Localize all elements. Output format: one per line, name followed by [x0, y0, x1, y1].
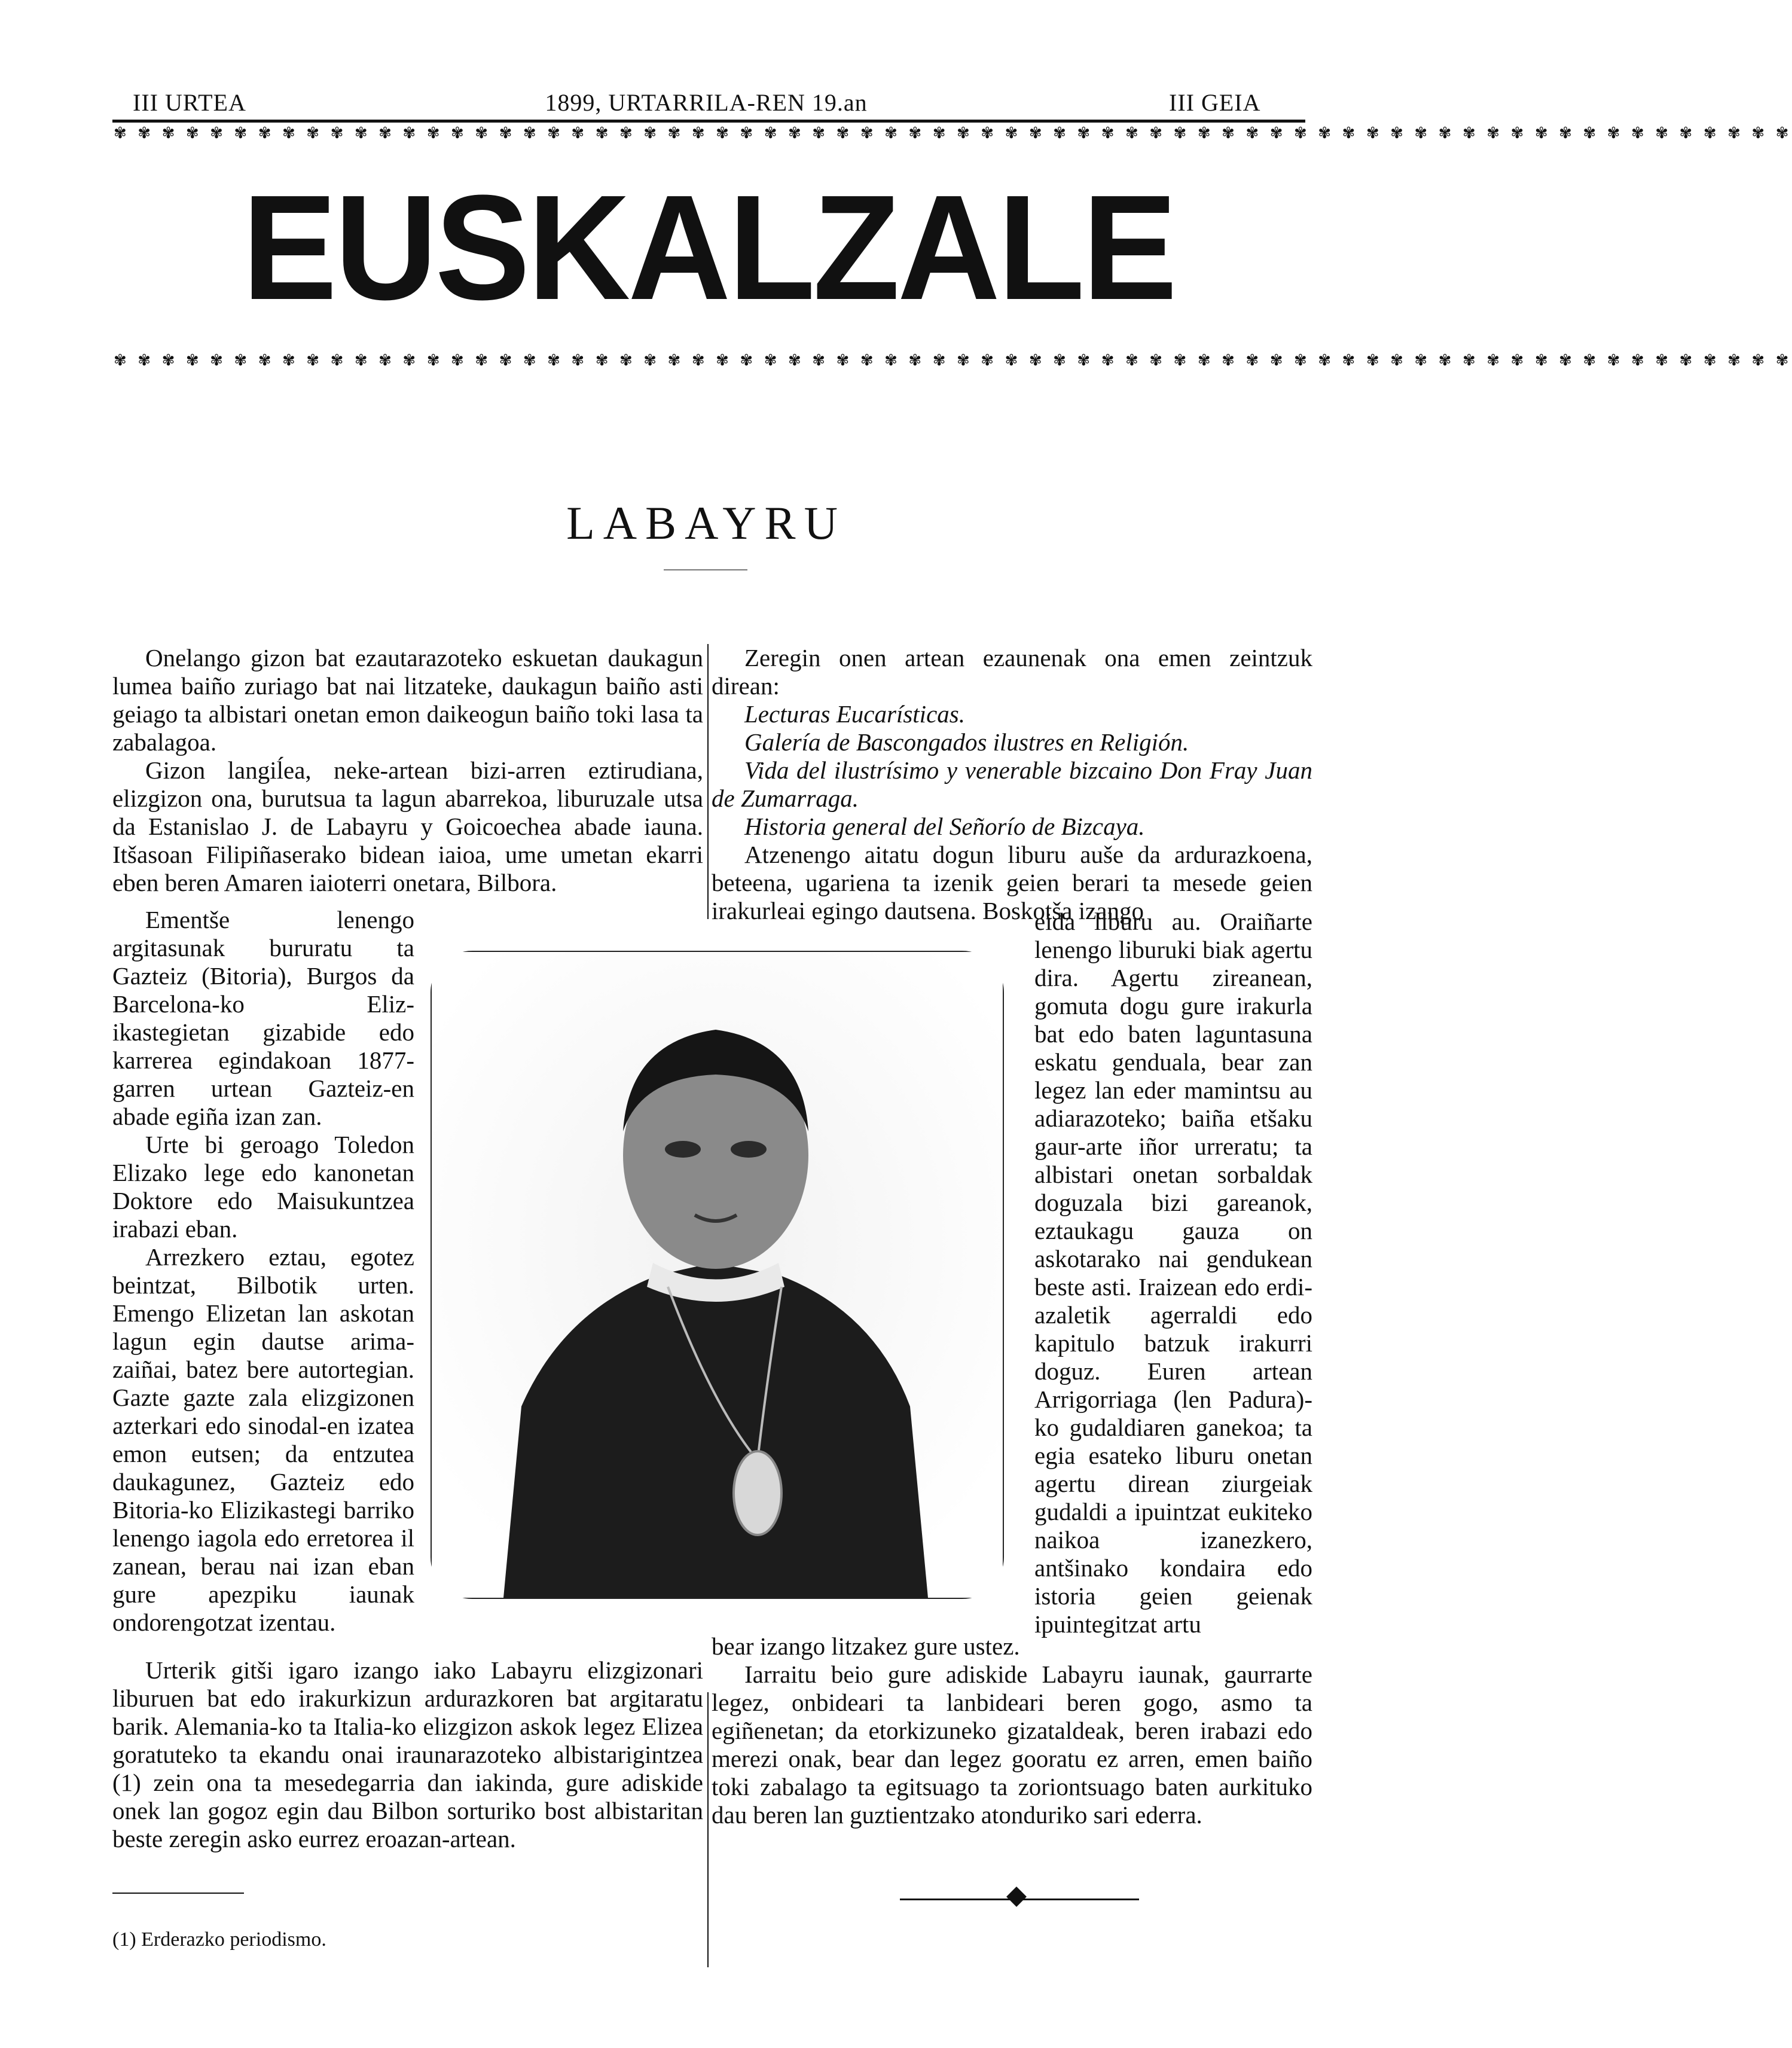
paragraph: bear izango litzakez gure ustez. — [712, 1632, 1020, 1660]
work-title — [712, 756, 1312, 813]
work-title — [712, 700, 1312, 728]
work-title-text: Galería de Bascongados ilustres en Religión. — [744, 728, 1189, 756]
work-title-text: Vida del ilustrísimo y venerable bizcaino Don Fray Juan de Zumarraga. — [712, 756, 1312, 812]
left-column-narrow — [112, 906, 414, 1637]
article-title: LABAYRU — [566, 497, 846, 549]
paragraph: Onelango gizon bat ezautarazoteko eskuetan daukagun lumea baiño zuriago bat nai litzateke, daukagun baiño asti geiago ta albistari onetan emon daikeogun baiño toki lasa ta zabalagoa. — [112, 644, 703, 756]
column-divider-bottom — [707, 1692, 709, 1967]
right-column-top — [712, 644, 1312, 925]
portrait-photo — [431, 951, 1004, 1599]
footnote-rule — [112, 1893, 244, 1894]
paragraph: Urterik gitši igaro izango iako Labayru elizgizonari liburuen bat edo irakurkizun ardurazkoren bat argitaratu barik. Alemania-ko ta Italia-ko elizgizon askok legez Elizea goratuteko ta ekandu onai iraunarazoteko albistarigintzea (1) zein ona ta mesedegarria dan iakinda, gure adiskide onek lan gogoz egin dau Bilbon sorturiko bost albistaritan beste zeregin asko eurrez eroazan-artean. — [112, 1656, 703, 1852]
work-title — [712, 813, 1312, 841]
work-title — [712, 728, 1312, 756]
left-column-intro — [112, 644, 703, 897]
paragraph: Zeregin onen artean ezaunenak ona emen zeintzuk direan: — [712, 644, 1312, 700]
issue-number: III GEIA — [1169, 89, 1261, 116]
column-divider-top — [707, 644, 709, 919]
work-title-text: Historia general del Señorío de Bizcaya. — [744, 813, 1145, 840]
paragraph: Ementše lenengo argitasunak bururatu ta Gazteiz (Bitoria), Burgos da Barcelona-ko Eliz-ikastegietan gizabide edo karrerea egindakoan 1877-garren urtean Gazteiz-en abade egiña izan zan. — [112, 906, 414, 1130]
paragraph: Urte bi geroago Toledon Elizako lege edo kanonetan Doktore edo Maisukuntzea irabazi eban. — [112, 1131, 414, 1243]
top-rule — [112, 120, 1305, 123]
right-column-narrow — [1034, 908, 1312, 1638]
paragraph: Arrezkero eztau, egotez beintzat, Bilbotik urten. Emengo Elizetan lan askotan lagun egin dautse arima-zaiñai, batez bere autortegian. Gazte gazte zala elizgizonen azterkari edo sinodal-en izatea emon eutsen; da entzutea daukagunez, Gazteiz edo Bitoria-ko Elizikastegi barriko lenengo iagola edo erretorea il zanean, berau nai izan eban gure apezpiku iaunak ondorengotzat izentau. — [112, 1243, 414, 1636]
left-column-bottom — [112, 1656, 703, 1853]
ornament-border-bottom: ✾ ✾ ✾ ✾ ✾ ✾ ✾ ✾ ✾ ✾ ✾ ✾ ✾ ✾ ✾ ✾ ✾ ✾ ✾ ✾ ✾ ✾ ✾ ✾ ✾ ✾ ✾ ✾ ✾ ✾ ✾ ✾ ✾ ✾ ✾ ✾ ✾ ✾ ✾ ✾ ✾ ✾ ✾ ✾ ✾ ✾ ✾ ✾ ✾ ✾ ✾ ✾ ✾ ✾ ✾ ✾ ✾ ✾ ✾ ✾ ✾ ✾ ✾ ✾ ✾ ✾ ✾ ✾ ✾ ✾ — [114, 352, 1792, 369]
masthead-title: EUSKALZALE — [242, 164, 1175, 331]
work-title-text: Lecturas Eucarísticas. — [744, 700, 965, 728]
portrait-figure — [432, 952, 1003, 1598]
paragraph: eida liburu au. Oraiñarte lenengo liburuki biak agertu dira. Agertu zireanean, gomuta dogu gure irakurla bat edo baten laguntasuna eskatu genduala, bear zan legez lan eder mamintsu au adiarazoteko; baiña etšaku gaur-arte iñor urreratu; ta albistari onetan sorbaldak doguzala bizi gareanok, eztaukagu gauza on askotarako nai gendukean beste asti. Iraizean edo erdi-azaletik agerraldi edo kapitulo batzuk irakurri doguz. Euren artean Arrigorriaga (len Padura)-ko gudaldiaren ganekoa; ta egia esateko liburu onetan agertu direan ziurgeiak gudaldi a ipuintzat eukiteko naikoa izanezkero, antšinako kondaira edo istoria geien geienak ipuintegitzat artu — [1034, 908, 1312, 1638]
ornament-border-top: ✾ ✾ ✾ ✾ ✾ ✾ ✾ ✾ ✾ ✾ ✾ ✾ ✾ ✾ ✾ ✾ ✾ ✾ ✾ ✾ ✾ ✾ ✾ ✾ ✾ ✾ ✾ ✾ ✾ ✾ ✾ ✾ ✾ ✾ ✾ ✾ ✾ ✾ ✾ ✾ ✾ ✾ ✾ ✾ ✾ ✾ ✾ ✾ ✾ ✾ ✾ ✾ ✾ ✾ ✾ ✾ ✾ ✾ ✾ ✾ ✾ ✾ ✾ ✾ ✾ ✾ ✾ ✾ ✾ ✾ — [114, 124, 1792, 142]
paragraph: Atzenengo aitatu dogun liburu auše da ardurazkoena, beteena, ugariena ta izenik geien berari ta mesede geien irakurleai egingo dautsena. Boskotša izango — [712, 841, 1312, 924]
title-underline — [664, 569, 747, 570]
paragraph: Iarraitu beio gure adiskide Labayru iaunak, gaurrarte legez, onbideari ta lanbideari beren gogo, asmo ta egiñenetan; da etorkizuneko gizataldeak, beren irabazi edo merezi onak, bear dan legez gooratu ez arren, emen baiño toki zabalago ta egitsuago ta zoriontsuago baten aurkituko dau beren lan guztientzako atonduriko sari ederra. — [712, 1661, 1312, 1829]
paragraph: Gizon langiĺea, neke-artean bizi-arren eztirudiana, elizgizon ona, burutsua ta lagun abarrekoa, liburuzale utsa da Estanislao J. de Labayru y Goicoechea abade iauna. Itšasoan Filipiñaserako bidean iaioa, ume umetan ekarri eben beren Amaren iaioterri onetara, Bilbora. — [112, 756, 703, 896]
issue-date: 1899, URTARRILA-REN 19.an — [545, 89, 868, 116]
right-column-bottom — [712, 1632, 1312, 1829]
volume-label: III URTEA — [133, 89, 246, 116]
diamond-ornament-icon — [1006, 1887, 1027, 1907]
footnote: (1) Erderazko periodismo. — [112, 1928, 326, 1951]
